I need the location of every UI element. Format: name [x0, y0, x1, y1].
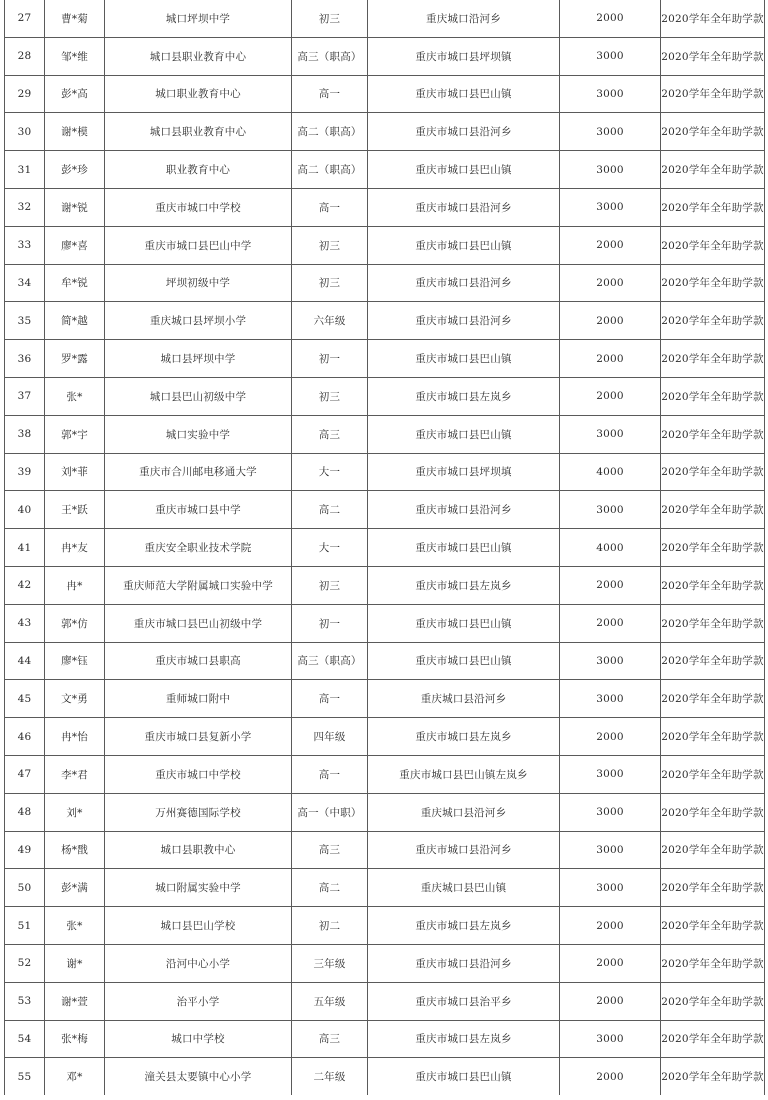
payment-type-cell: 2020学年全年助学款: [661, 566, 765, 604]
amount-cell: 3000: [560, 869, 661, 907]
student-name-cell: 廖*喜: [45, 226, 105, 264]
student-name-cell: 王*跃: [45, 491, 105, 529]
table-row: [5, 793, 765, 831]
amount-cell: 3000: [560, 642, 661, 680]
school-cell: 职业教育中心: [105, 151, 292, 189]
school-cell: 沿河中心小学: [105, 944, 292, 982]
grade-cell: 高三（职高）: [292, 642, 368, 680]
school-cell: 城口中学校: [105, 1020, 292, 1058]
table-row: [5, 604, 765, 642]
amount-cell: 3000: [560, 491, 661, 529]
grade-cell: 高二（职高）: [292, 113, 368, 151]
table-row: [5, 831, 765, 869]
grade-cell: 二年级: [292, 1058, 368, 1095]
student-name-cell: 简*越: [45, 302, 105, 340]
payment-type-cell: 2020学年全年助学款: [661, 0, 765, 37]
address-cell: 重庆市城口县巴山镇: [368, 151, 560, 189]
amount-cell: 2000: [560, 944, 661, 982]
table-row: [5, 755, 765, 793]
row-number-cell: 28: [5, 37, 45, 75]
grade-cell: 高三: [292, 1020, 368, 1058]
student-name-cell: 彭*珍: [45, 151, 105, 189]
address-cell: 重庆市城口县巴山镇: [368, 415, 560, 453]
amount-cell: 2000: [560, 302, 661, 340]
school-cell: 重庆市城口县复新小学: [105, 718, 292, 756]
table-row: [5, 113, 765, 151]
student-name-cell: 冉*: [45, 566, 105, 604]
address-cell: 重庆城口县巴山镇: [368, 869, 560, 907]
table-row: [5, 151, 765, 189]
address-cell: 重庆市城口县沿河乡: [368, 302, 560, 340]
payment-type-cell: 2020学年全年助学款: [661, 226, 765, 264]
address-cell: 重庆市城口县巴山镇: [368, 529, 560, 567]
table-row: [5, 0, 765, 37]
school-cell: 重庆市城口县中学: [105, 491, 292, 529]
student-name-cell: 刘*菲: [45, 453, 105, 491]
address-cell: 重庆市城口县坪坝镇: [368, 37, 560, 75]
address-cell: 重庆市城口县巴山镇: [368, 604, 560, 642]
row-number-cell: 55: [5, 1058, 45, 1095]
grade-cell: 初三: [292, 264, 368, 302]
amount-cell: 3000: [560, 188, 661, 226]
school-cell: 重庆师范大学附属城口实验中学: [105, 566, 292, 604]
grade-cell: 高一: [292, 75, 368, 113]
school-cell: 坪坝初级中学: [105, 264, 292, 302]
amount-cell: 2000: [560, 566, 661, 604]
table-row: [5, 1020, 765, 1058]
school-cell: 重师城口附中: [105, 680, 292, 718]
school-cell: 潼关县太要镇中心小学: [105, 1058, 292, 1095]
grade-cell: 高一: [292, 188, 368, 226]
payment-type-cell: 2020学年全年助学款: [661, 604, 765, 642]
amount-cell: 2000: [560, 340, 661, 378]
row-number-cell: 48: [5, 793, 45, 831]
grade-cell: 高一: [292, 755, 368, 793]
payment-type-cell: 2020学年全年助学款: [661, 529, 765, 567]
table-row: [5, 453, 765, 491]
student-name-cell: 彭*高: [45, 75, 105, 113]
student-name-cell: 张*: [45, 907, 105, 945]
table-row: [5, 642, 765, 680]
payment-type-cell: 2020学年全年助学款: [661, 377, 765, 415]
student-name-cell: 刘*: [45, 793, 105, 831]
table-row: [5, 1058, 765, 1095]
table-row: [5, 718, 765, 756]
school-cell: 重庆安全职业技术学院: [105, 529, 292, 567]
student-name-cell: 邓*: [45, 1058, 105, 1095]
amount-cell: 3000: [560, 680, 661, 718]
school-cell: 城口县坪坝中学: [105, 340, 292, 378]
table-row: [5, 37, 765, 75]
school-cell: 城口县巴山初级中学: [105, 377, 292, 415]
table-row: [5, 75, 765, 113]
school-cell: 重庆城口县坪坝小学: [105, 302, 292, 340]
school-cell: 城口附属实验中学: [105, 869, 292, 907]
address-cell: 重庆城口县沿河乡: [368, 680, 560, 718]
row-number-cell: 35: [5, 302, 45, 340]
student-name-cell: 谢*模: [45, 113, 105, 151]
scholarship-table-container: [4, 0, 764, 1100]
row-number-cell: 51: [5, 907, 45, 945]
school-cell: 城口县职业教育中心: [105, 37, 292, 75]
row-number-cell: 47: [5, 755, 45, 793]
payment-type-cell: 2020学年全年助学款: [661, 491, 765, 529]
table-row: [5, 982, 765, 1020]
payment-type-cell: 2020学年全年助学款: [661, 151, 765, 189]
row-number-cell: 41: [5, 529, 45, 567]
school-cell: 治平小学: [105, 982, 292, 1020]
payment-type-cell: 2020学年全年助学款: [661, 302, 765, 340]
school-cell: 重庆市城口县巴山中学: [105, 226, 292, 264]
student-name-cell: 冉*怡: [45, 718, 105, 756]
row-number-cell: 30: [5, 113, 45, 151]
amount-cell: 3000: [560, 151, 661, 189]
table-row: [5, 680, 765, 718]
amount-cell: 4000: [560, 453, 661, 491]
address-cell: 重庆市城口县巴山镇左岚乡: [368, 755, 560, 793]
address-cell: 重庆城口县沿河乡: [368, 793, 560, 831]
row-number-cell: 38: [5, 415, 45, 453]
row-number-cell: 52: [5, 944, 45, 982]
amount-cell: 4000: [560, 529, 661, 567]
grade-cell: 大一: [292, 453, 368, 491]
student-name-cell: 文*勇: [45, 680, 105, 718]
row-number-cell: 42: [5, 566, 45, 604]
address-cell: 重庆市城口县左岚乡: [368, 377, 560, 415]
address-cell: 重庆市城口县左岚乡: [368, 718, 560, 756]
row-number-cell: 33: [5, 226, 45, 264]
amount-cell: 3000: [560, 113, 661, 151]
amount-cell: 2000: [560, 1058, 661, 1095]
address-cell: 重庆市城口县巴山镇: [368, 340, 560, 378]
school-cell: 城口职业教育中心: [105, 75, 292, 113]
row-number-cell: 43: [5, 604, 45, 642]
school-cell: 重庆市城口县巴山初级中学: [105, 604, 292, 642]
grade-cell: 四年级: [292, 718, 368, 756]
grade-cell: 六年级: [292, 302, 368, 340]
amount-cell: 2000: [560, 604, 661, 642]
row-number-cell: 34: [5, 264, 45, 302]
row-number-cell: 37: [5, 377, 45, 415]
amount-cell: 2000: [560, 226, 661, 264]
amount-cell: 2000: [560, 0, 661, 37]
address-cell: 重庆市城口县沿河乡: [368, 944, 560, 982]
payment-type-cell: 2020学年全年助学款: [661, 718, 765, 756]
payment-type-cell: 2020学年全年助学款: [661, 453, 765, 491]
scholarship-table: [4, 0, 765, 1095]
table-row: [5, 869, 765, 907]
grade-cell: 初二: [292, 907, 368, 945]
row-number-cell: 44: [5, 642, 45, 680]
school-cell: 城口坪坝中学: [105, 0, 292, 37]
payment-type-cell: 2020学年全年助学款: [661, 113, 765, 151]
grade-cell: 五年级: [292, 982, 368, 1020]
row-number-cell: 54: [5, 1020, 45, 1058]
address-cell: 重庆市城口县巴山镇: [368, 642, 560, 680]
grade-cell: 大一: [292, 529, 368, 567]
payment-type-cell: 2020学年全年助学款: [661, 869, 765, 907]
address-cell: 重庆市城口县巴山镇: [368, 75, 560, 113]
student-name-cell: 张*: [45, 377, 105, 415]
address-cell: 重庆市城口县沿河乡: [368, 831, 560, 869]
school-cell: 重庆市城口县职高: [105, 642, 292, 680]
table-row: [5, 377, 765, 415]
row-number-cell: 29: [5, 75, 45, 113]
payment-type-cell: 2020学年全年助学款: [661, 1058, 765, 1095]
student-name-cell: 郭*仿: [45, 604, 105, 642]
payment-type-cell: 2020学年全年助学款: [661, 188, 765, 226]
address-cell: 重庆市城口县沿河乡: [368, 491, 560, 529]
student-name-cell: 郭*宇: [45, 415, 105, 453]
amount-cell: 2000: [560, 264, 661, 302]
row-number-cell: 50: [5, 869, 45, 907]
address-cell: 重庆市城口县沿河乡: [368, 188, 560, 226]
student-name-cell: 谢*锐: [45, 188, 105, 226]
student-name-cell: 牟*锐: [45, 264, 105, 302]
table-row: [5, 188, 765, 226]
grade-cell: 初一: [292, 604, 368, 642]
grade-cell: 初三: [292, 0, 368, 37]
amount-cell: 3000: [560, 75, 661, 113]
student-name-cell: 邹*维: [45, 37, 105, 75]
row-number-cell: 36: [5, 340, 45, 378]
grade-cell: 初三: [292, 226, 368, 264]
payment-type-cell: 2020学年全年助学款: [661, 982, 765, 1020]
payment-type-cell: 2020学年全年助学款: [661, 1020, 765, 1058]
address-cell: 重庆市城口县沿河乡: [368, 264, 560, 302]
row-number-cell: 32: [5, 188, 45, 226]
payment-type-cell: 2020学年全年助学款: [661, 907, 765, 945]
table-body: [5, 0, 765, 1095]
amount-cell: 3000: [560, 415, 661, 453]
address-cell: 重庆市城口县治平乡: [368, 982, 560, 1020]
school-cell: 城口县巴山学校: [105, 907, 292, 945]
row-number-cell: 27: [5, 0, 45, 37]
payment-type-cell: 2020学年全年助学款: [661, 944, 765, 982]
address-cell: 重庆城口沿河乡: [368, 0, 560, 37]
school-cell: 城口实验中学: [105, 415, 292, 453]
payment-type-cell: 2020学年全年助学款: [661, 75, 765, 113]
table-row: [5, 529, 765, 567]
student-name-cell: 李*君: [45, 755, 105, 793]
school-cell: 城口县职业教育中心: [105, 113, 292, 151]
school-cell: 城口县职教中心: [105, 831, 292, 869]
table-row: [5, 566, 765, 604]
table-row: [5, 264, 765, 302]
grade-cell: 高二: [292, 491, 368, 529]
payment-type-cell: 2020学年全年助学款: [661, 37, 765, 75]
grade-cell: 初三: [292, 566, 368, 604]
row-number-cell: 49: [5, 831, 45, 869]
grade-cell: 三年级: [292, 944, 368, 982]
grade-cell: 高二（职高）: [292, 151, 368, 189]
payment-type-cell: 2020学年全年助学款: [661, 264, 765, 302]
amount-cell: 3000: [560, 37, 661, 75]
table-row: [5, 302, 765, 340]
payment-type-cell: 2020学年全年助学款: [661, 793, 765, 831]
table-row: [5, 226, 765, 264]
row-number-cell: 39: [5, 453, 45, 491]
row-number-cell: 45: [5, 680, 45, 718]
address-cell: 重庆市城口县坪坝填: [368, 453, 560, 491]
amount-cell: 2000: [560, 907, 661, 945]
address-cell: 重庆市城口县左岚乡: [368, 566, 560, 604]
student-name-cell: 谢*: [45, 944, 105, 982]
amount-cell: 2000: [560, 718, 661, 756]
grade-cell: 高二: [292, 869, 368, 907]
school-cell: 万州赛德国际学校: [105, 793, 292, 831]
grade-cell: 初三: [292, 377, 368, 415]
row-number-cell: 46: [5, 718, 45, 756]
payment-type-cell: 2020学年全年助学款: [661, 415, 765, 453]
student-name-cell: 彭*满: [45, 869, 105, 907]
table-row: [5, 340, 765, 378]
amount-cell: 2000: [560, 982, 661, 1020]
student-name-cell: 冉*友: [45, 529, 105, 567]
table-row: [5, 415, 765, 453]
amount-cell: 2000: [560, 377, 661, 415]
row-number-cell: 31: [5, 151, 45, 189]
payment-type-cell: 2020学年全年助学款: [661, 340, 765, 378]
address-cell: 重庆市城口县沿河乡: [368, 113, 560, 151]
student-name-cell: 杨*戬: [45, 831, 105, 869]
row-number-cell: 40: [5, 491, 45, 529]
grade-cell: 高一: [292, 680, 368, 718]
school-cell: 重庆市城口中学校: [105, 188, 292, 226]
address-cell: 重庆市城口县巴山镇: [368, 1058, 560, 1095]
student-name-cell: 罗*露: [45, 340, 105, 378]
grade-cell: 高三: [292, 415, 368, 453]
school-cell: 重庆市城口中学校: [105, 755, 292, 793]
payment-type-cell: 2020学年全年助学款: [661, 642, 765, 680]
student-name-cell: 张*梅: [45, 1020, 105, 1058]
address-cell: 重庆市城口县左岚乡: [368, 1020, 560, 1058]
grade-cell: 高三（职高）: [292, 37, 368, 75]
student-name-cell: 谢*萱: [45, 982, 105, 1020]
amount-cell: 3000: [560, 831, 661, 869]
table-row: [5, 491, 765, 529]
amount-cell: 3000: [560, 793, 661, 831]
amount-cell: 3000: [560, 755, 661, 793]
grade-cell: 初一: [292, 340, 368, 378]
student-name-cell: 廖*钰: [45, 642, 105, 680]
address-cell: 重庆市城口县巴山镇: [368, 226, 560, 264]
grade-cell: 高三: [292, 831, 368, 869]
payment-type-cell: 2020学年全年助学款: [661, 755, 765, 793]
grade-cell: 高一（中职）: [292, 793, 368, 831]
payment-type-cell: 2020学年全年助学款: [661, 680, 765, 718]
payment-type-cell: 2020学年全年助学款: [661, 831, 765, 869]
table-row: [5, 944, 765, 982]
student-name-cell: 曹*菊: [45, 0, 105, 37]
table-row: [5, 907, 765, 945]
amount-cell: 3000: [560, 1020, 661, 1058]
row-number-cell: 53: [5, 982, 45, 1020]
school-cell: 重庆市合川邮电移通大学: [105, 453, 292, 491]
address-cell: 重庆市城口县左岚乡: [368, 907, 560, 945]
